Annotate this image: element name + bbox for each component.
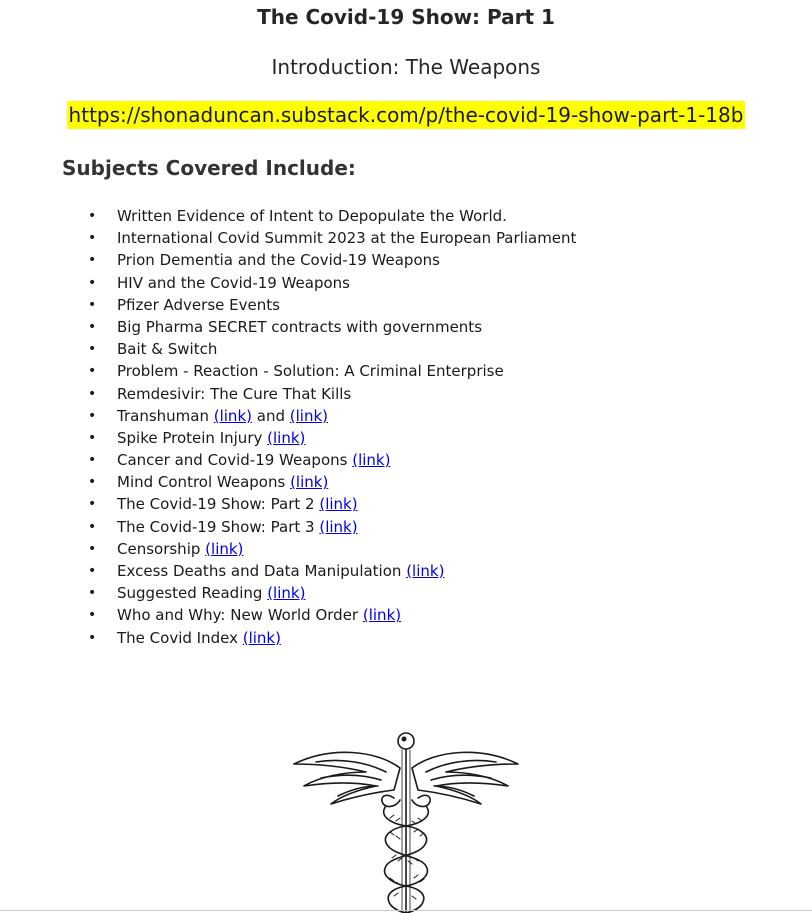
subject-link[interactable]: (link): [406, 562, 445, 580]
bullet-glyph: •: [88, 385, 97, 402]
subject-link[interactable]: (link): [319, 495, 358, 514]
bullet-glyph: •: [88, 496, 97, 513]
subject-label: Bait & Switch: [117, 340, 218, 359]
subject-label: The Covid-19 Show: Part 3: [117, 517, 315, 536]
subject-label: Suggested Reading: [117, 584, 263, 603]
subject-list-item: [88, 249, 576, 271]
subject-label: Transhuman: [117, 406, 209, 425]
subject-label: Cancer and Covid-19 Weapons: [117, 451, 348, 470]
subject-link[interactable]: (link): [319, 517, 358, 536]
subject-list-item: [88, 627, 576, 649]
subject-list-item: [88, 449, 576, 471]
subject-list-item: [88, 405, 576, 427]
subject-label: The Covid-19 Show: Part 2: [117, 495, 315, 514]
subject-list-item: [88, 471, 576, 493]
subject-label: Big Pharma SECRET contracts with governments: [117, 317, 483, 336]
subject-list-item: [88, 383, 576, 405]
substack-url-link[interactable]: https://shonaduncan.substack.com/p/the-covid-19-show-part-1-18b: [68, 103, 744, 127]
subject-label: Censorship: [117, 539, 201, 558]
bullet-glyph: •: [88, 341, 97, 358]
url-row: [0, 103, 812, 127]
subject-list-item: [88, 205, 576, 227]
subject-list-item: [88, 582, 576, 604]
bullet-glyph: •: [88, 252, 97, 269]
subject-label: HIV and the Covid-19 Weapons: [117, 273, 350, 292]
section-heading: Subjects Covered Include:: [62, 156, 356, 180]
bullet-glyph: •: [88, 607, 97, 624]
subject-list: [88, 205, 576, 649]
subject-link[interactable]: (link): [205, 539, 244, 558]
subject-label: Excess Deaths and Data Manipulation: [117, 562, 402, 580]
subject-link[interactable]: (link): [289, 406, 329, 425]
subject-list-item: [88, 360, 576, 382]
bullet-glyph: •: [88, 296, 97, 313]
bullet-glyph: •: [88, 540, 97, 557]
bullet-glyph: •: [88, 629, 97, 646]
bullet-glyph: •: [88, 274, 97, 291]
subject-list-item: [88, 604, 576, 626]
subject-list-item: [88, 294, 576, 316]
bullet-glyph: •: [88, 429, 97, 446]
bullet-glyph: •: [88, 518, 97, 535]
subject-link[interactable]: (link): [242, 628, 281, 647]
subject-link[interactable]: (link): [267, 428, 306, 447]
subject-label: Pfizer Adverse Events: [117, 295, 280, 314]
bullet-glyph: •: [88, 452, 97, 469]
and-connector: and: [256, 406, 285, 425]
subject-list-item: [88, 227, 576, 249]
subject-list-item: [88, 516, 576, 538]
subject-label: Mind Control Weapons: [117, 473, 286, 492]
bullet-glyph: •: [88, 563, 97, 579]
subject-label: The Covid Index: [117, 628, 238, 647]
bullet-glyph: •: [88, 363, 97, 380]
bullet-glyph: •: [88, 407, 97, 424]
bullet-glyph: •: [88, 585, 97, 602]
subject-link[interactable]: (link): [352, 451, 391, 470]
caduceus-icon: [286, 728, 526, 913]
subject-label: International Covid Summit 2023 at the European Parliament: [117, 229, 577, 248]
subject-list-item: [88, 272, 576, 294]
subject-link[interactable]: (link): [213, 406, 252, 425]
subject-label: Prion Dementia and the Covid-19 Weapons: [117, 251, 440, 270]
subject-label: Remdesivir: The Cure That Kills: [117, 384, 352, 403]
subject-list-item: [88, 493, 576, 515]
subject-list-item: [88, 560, 576, 582]
bullet-glyph: •: [88, 208, 97, 224]
subject-label: Spike Protein Injury: [117, 428, 263, 447]
subject-label: Who and Why: New World Order: [117, 606, 359, 625]
bullet-glyph: •: [88, 318, 97, 335]
page-bottom-divider: [0, 910, 812, 911]
bullet-glyph: •: [88, 230, 97, 247]
subject-link[interactable]: (link): [290, 473, 329, 492]
document-subtitle: Introduction: The Weapons: [271, 55, 541, 79]
subject-list-item: [88, 338, 576, 360]
document-title: The Covid-19 Show: Part 1: [257, 5, 555, 29]
subject-label: Problem - Reaction - Solution: A Criminal Enterprise: [117, 362, 504, 381]
subject-list-item: [88, 427, 576, 449]
subject-list-item: [88, 538, 576, 560]
subject-link[interactable]: (link): [362, 606, 402, 625]
subject-list-item: [88, 316, 576, 338]
subject-label: Written Evidence of Intent to Depopulate the World.: [117, 207, 507, 225]
subject-link[interactable]: (link): [267, 584, 306, 603]
bullet-glyph: •: [88, 474, 97, 491]
